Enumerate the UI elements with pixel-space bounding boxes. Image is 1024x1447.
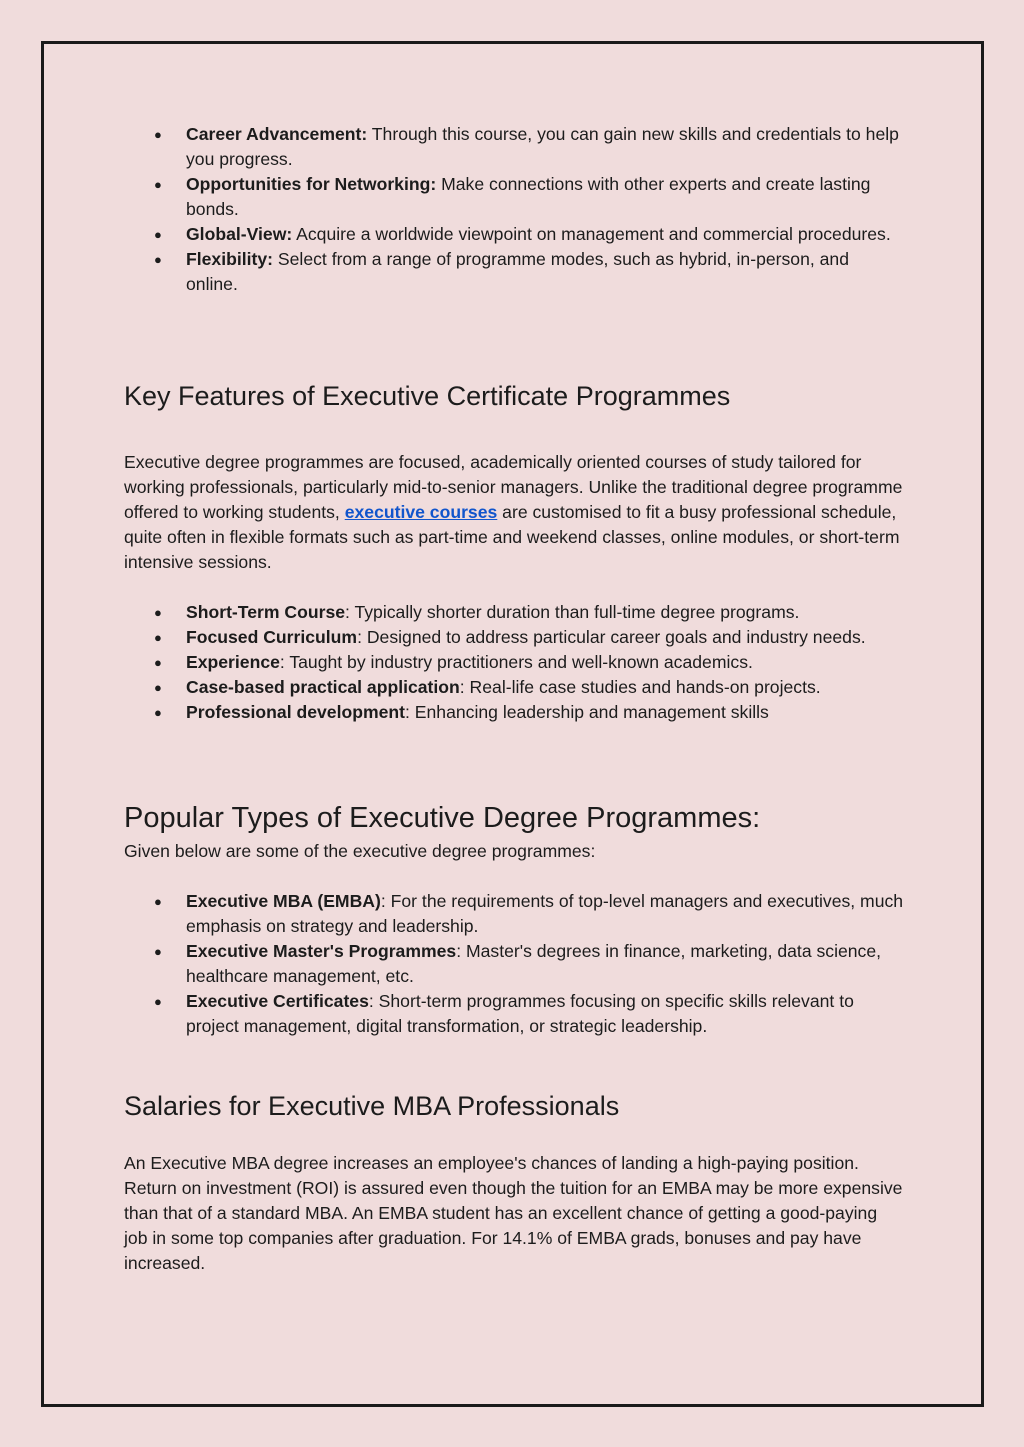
list-item [124, 675, 904, 700]
list-item [124, 172, 904, 222]
list-item [124, 650, 904, 675]
list-item [124, 122, 904, 172]
list-item-text: Make connections with other experts and create lasting bonds. [186, 174, 871, 219]
list-item-term: Professional development [186, 702, 406, 722]
list-item-text: : Enhancing leadership and management skills [405, 702, 769, 722]
list-item-term: Flexibility: [186, 249, 274, 269]
list-item [124, 247, 904, 297]
popular-types-list [124, 889, 904, 1039]
salaries-paragraph: An Executive MBA degree increases an employee's chances of landing a high-paying position. Return on investment (ROI) is assured even though the tuition for an EMBA may be more expensive than that of a standard MBA. An EMBA student has an excellent chance of getting a good-paying job in some top companies after graduation. For 14.1% of EMBA grads, bonuses and pay have increased. [124, 1153, 903, 1273]
list-item-text: Acquire a worldwide viewpoint on management and commercial procedures. [292, 224, 891, 244]
popular-types-intro: Given below are some of the executive degree programmes: [124, 841, 596, 861]
paragraph-text: are customised to fit a busy professional schedule, quite often in flexible formats such as part-time and weekend classes, online modules, or short-term intensive sessions. [124, 502, 900, 572]
list-item-text: : Real-life case studies and hands-on projects. [459, 677, 821, 697]
key-features-heading: Key Features of Executive Certificate Programmes [124, 381, 731, 411]
list-item-term: Executive Certificates [186, 991, 369, 1011]
list-item [124, 222, 904, 247]
list-item [124, 939, 904, 989]
list-item-text: : Short-term programmes focusing on specific skills relevant to project management, digital transformation, or strategic leadership. [186, 991, 854, 1036]
list-item-term: Global-View: [186, 224, 293, 244]
list-item-term: Short-Term Course [186, 602, 346, 622]
list-item-text: : Designed to address particular career goals and industry needs. [357, 627, 866, 647]
list-item-text: : Taught by industry practitioners and well-known academics. [279, 652, 753, 672]
list-item [124, 889, 904, 939]
list-item-text: Select from a range of programme modes, such as hybrid, in-person, and online. [186, 249, 850, 294]
popular-types-heading: Popular Types of Executive Degree Programmes: [124, 802, 761, 834]
key-features-list [124, 600, 904, 725]
list-item-term: Focused Curriculum [186, 627, 358, 647]
salaries-heading: Salaries for Executive MBA Professionals [124, 1091, 620, 1121]
list-item [124, 600, 904, 625]
list-item-term: Opportunities for Networking: [186, 174, 437, 194]
list-item-term: Executive MBA (EMBA) [186, 891, 381, 911]
key-features-paragraph [124, 450, 904, 575]
list-item-term: Executive Master's Programmes [186, 941, 457, 961]
list-item-text: : Master's degrees in finance, marketing, data science, healthcare management, etc. [186, 941, 882, 986]
list-item-term: Career Advancement: [186, 124, 368, 144]
paragraph-text: Executive degree programmes are focused, academically oriented courses of study tailored for working professionals, particularly mid-to-senior managers. Unlike the traditional degree programme offered to working students, [124, 452, 903, 522]
benefits-list [124, 122, 904, 297]
list-item-term: Experience [186, 652, 280, 672]
list-item-term: Case-based practical application [186, 677, 460, 697]
list-item-text: : For the requirements of top-level managers and executives, much emphasis on strategy and leadership. [186, 891, 904, 936]
list-item [124, 700, 904, 725]
list-item [124, 989, 904, 1039]
list-item-text: Through this course, you can gain new skills and credentials to help you progress. [186, 124, 899, 169]
list-item-text: : Typically shorter duration than full-time degree programs. [345, 602, 800, 622]
executive-courses-link[interactable]: executive courses [344, 502, 498, 522]
list-item [124, 625, 904, 650]
